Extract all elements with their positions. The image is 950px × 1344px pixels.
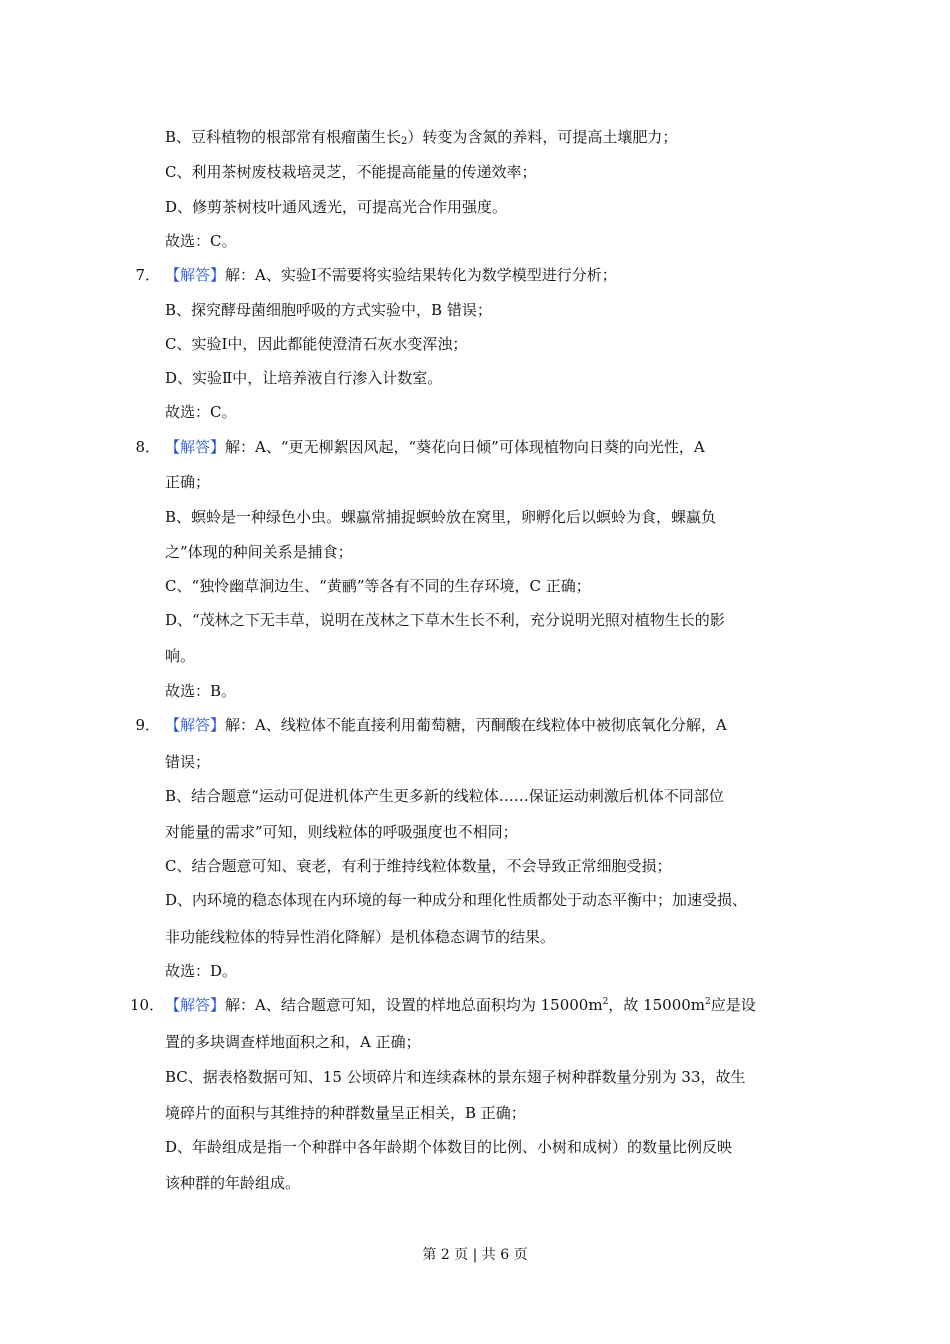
page-footer: 第 2 页 | 共 6 页	[422, 1247, 528, 1263]
q9-answer: 故选：D。	[165, 962, 238, 980]
q10-option-bc-line2: 境碎片的面积与其维持的种群数量呈正相关，B 正确；	[165, 1104, 526, 1122]
q9-answer-tag: 【解答】	[165, 716, 226, 734]
q8-option-c: C、“独怜幽草涧边生、“黄鹂”等各有不同的生存环境，C 正确；	[165, 577, 591, 595]
q6-answer: 故选：C。	[165, 232, 237, 250]
q7-option-c: C、实验Ⅰ中，因此都能使澄清石灰水变浑浊；	[165, 335, 468, 353]
q7-option-a-text: 解：A、实验Ⅰ不需要将实验结果转化为数学模型进行分析；	[225, 266, 617, 284]
q9-option-d-line2: 非功能线粒体的特异性消化降解）是机体稳态调节的结果。	[165, 928, 556, 946]
q7-number: 7．	[135, 266, 160, 284]
q9-option-b-line1: B、结合题意“运动可促进机体产生更多新的线粒体……保证运动刺激后机体不同部位	[165, 787, 724, 805]
q6-option-d: D、修剪茶树枝叶通风透光，可提高光合作用强度。	[165, 198, 508, 216]
q9-option-a-text: 解：A、线粒体不能直接利用葡萄糖，丙酮酸在线粒体中被彻底氧化分解，A	[225, 716, 727, 734]
q8-option-d-line2: 响。	[165, 647, 196, 665]
q10-option-a-line1	[165, 995, 756, 1015]
q8-option-a-text: 解：A、“更无柳絮因风起，“葵花向日倾”可体现植物向日葵的向光性，A	[225, 438, 705, 456]
q7-option-b: B、探究酵母菌细胞呼吸的方式实验中，B 错误；	[165, 301, 492, 319]
q6-option-b	[165, 127, 677, 147]
q10-option-a-text: 解：A、结合题意可知，设置的样地总面积均为 15000m	[225, 996, 603, 1014]
q8-answer: 故选：B。	[165, 682, 237, 700]
q10-answer-tag: 【解答】	[165, 996, 226, 1014]
q7-answer: 故选：C。	[165, 403, 237, 421]
q10-option-a-line2: 置的多块调查样地面积之和，A 正确；	[165, 1033, 421, 1051]
q8-option-b-line1: B、螟蛉是一种绿色小虫。蜾蠃常捕捉螟蛉放在窝里，卵孵化后以螟蛉为食，蜾蠃负	[165, 508, 717, 526]
q8-option-a-line1	[165, 437, 705, 457]
q10-option-d-line1: D、年龄组成是指一个种群中各年龄期个体数目的比例、小树和成树）的数量比例反映	[165, 1138, 733, 1156]
q6-option-c: C、利用茶树废枝栽培灵芝，不能提高能量的传递效率；	[165, 163, 537, 181]
q7-answer-tag: 【解答】	[165, 266, 226, 284]
q6-option-b-text: B、豆科植物的根部常有根瘤菌生长	[165, 128, 402, 146]
q7-option-a	[165, 265, 617, 285]
q10-superscript-2: 2	[705, 997, 711, 1007]
q9-option-b-line2: 对能量的需求”可知，则线粒体的呼吸强度也不相同；	[165, 823, 518, 841]
q8-answer-tag: 【解答】	[165, 438, 226, 456]
q8-option-d-line1: D、“茂林之下无丰草，说明在茂林之下草木生长不利，充分说明光照对植物生长的影	[165, 611, 725, 629]
q8-number: 8．	[135, 438, 160, 456]
q10-number: 10．	[130, 996, 165, 1014]
q10-option-d-line2: 该种群的年龄组成。	[165, 1174, 301, 1192]
q6-option-b-end: ）转变为含氮的养料，可提高土壤肥力；	[407, 128, 678, 146]
q9-option-a-line2: 错误；	[165, 753, 211, 771]
q9-option-d-line1: D、内环境的稳态体现在内环境的每一种成分和理化性质都处于动态平衡中；加速受损、	[165, 891, 748, 909]
q10-option-a-end: 应是设	[710, 996, 756, 1014]
q10-option-bc-line1: BC、据表格数据可知、15 公顷碎片和连续森林的景东翅子树种群数量分别为 33，故生	[165, 1068, 746, 1086]
q9-option-c: C、结合题意可知、衰老，有利于维持线粒体数量，不会导致正常细胞受损；	[165, 857, 672, 875]
q7-option-d: D、实验Ⅱ中，让培养液自行渗入计数室。	[165, 369, 443, 387]
q8-option-b-line2: 之”体现的种间关系是捕食；	[165, 543, 353, 561]
q8-option-a-line2: 正确；	[165, 473, 211, 491]
q10-superscript-1: 2	[602, 997, 609, 1007]
q6-option-b-subscript: 2	[401, 136, 408, 147]
q10-option-a-mid: ，故 15000m	[608, 996, 706, 1014]
q9-number: 9．	[135, 716, 160, 734]
q9-option-a-line1	[165, 715, 727, 735]
